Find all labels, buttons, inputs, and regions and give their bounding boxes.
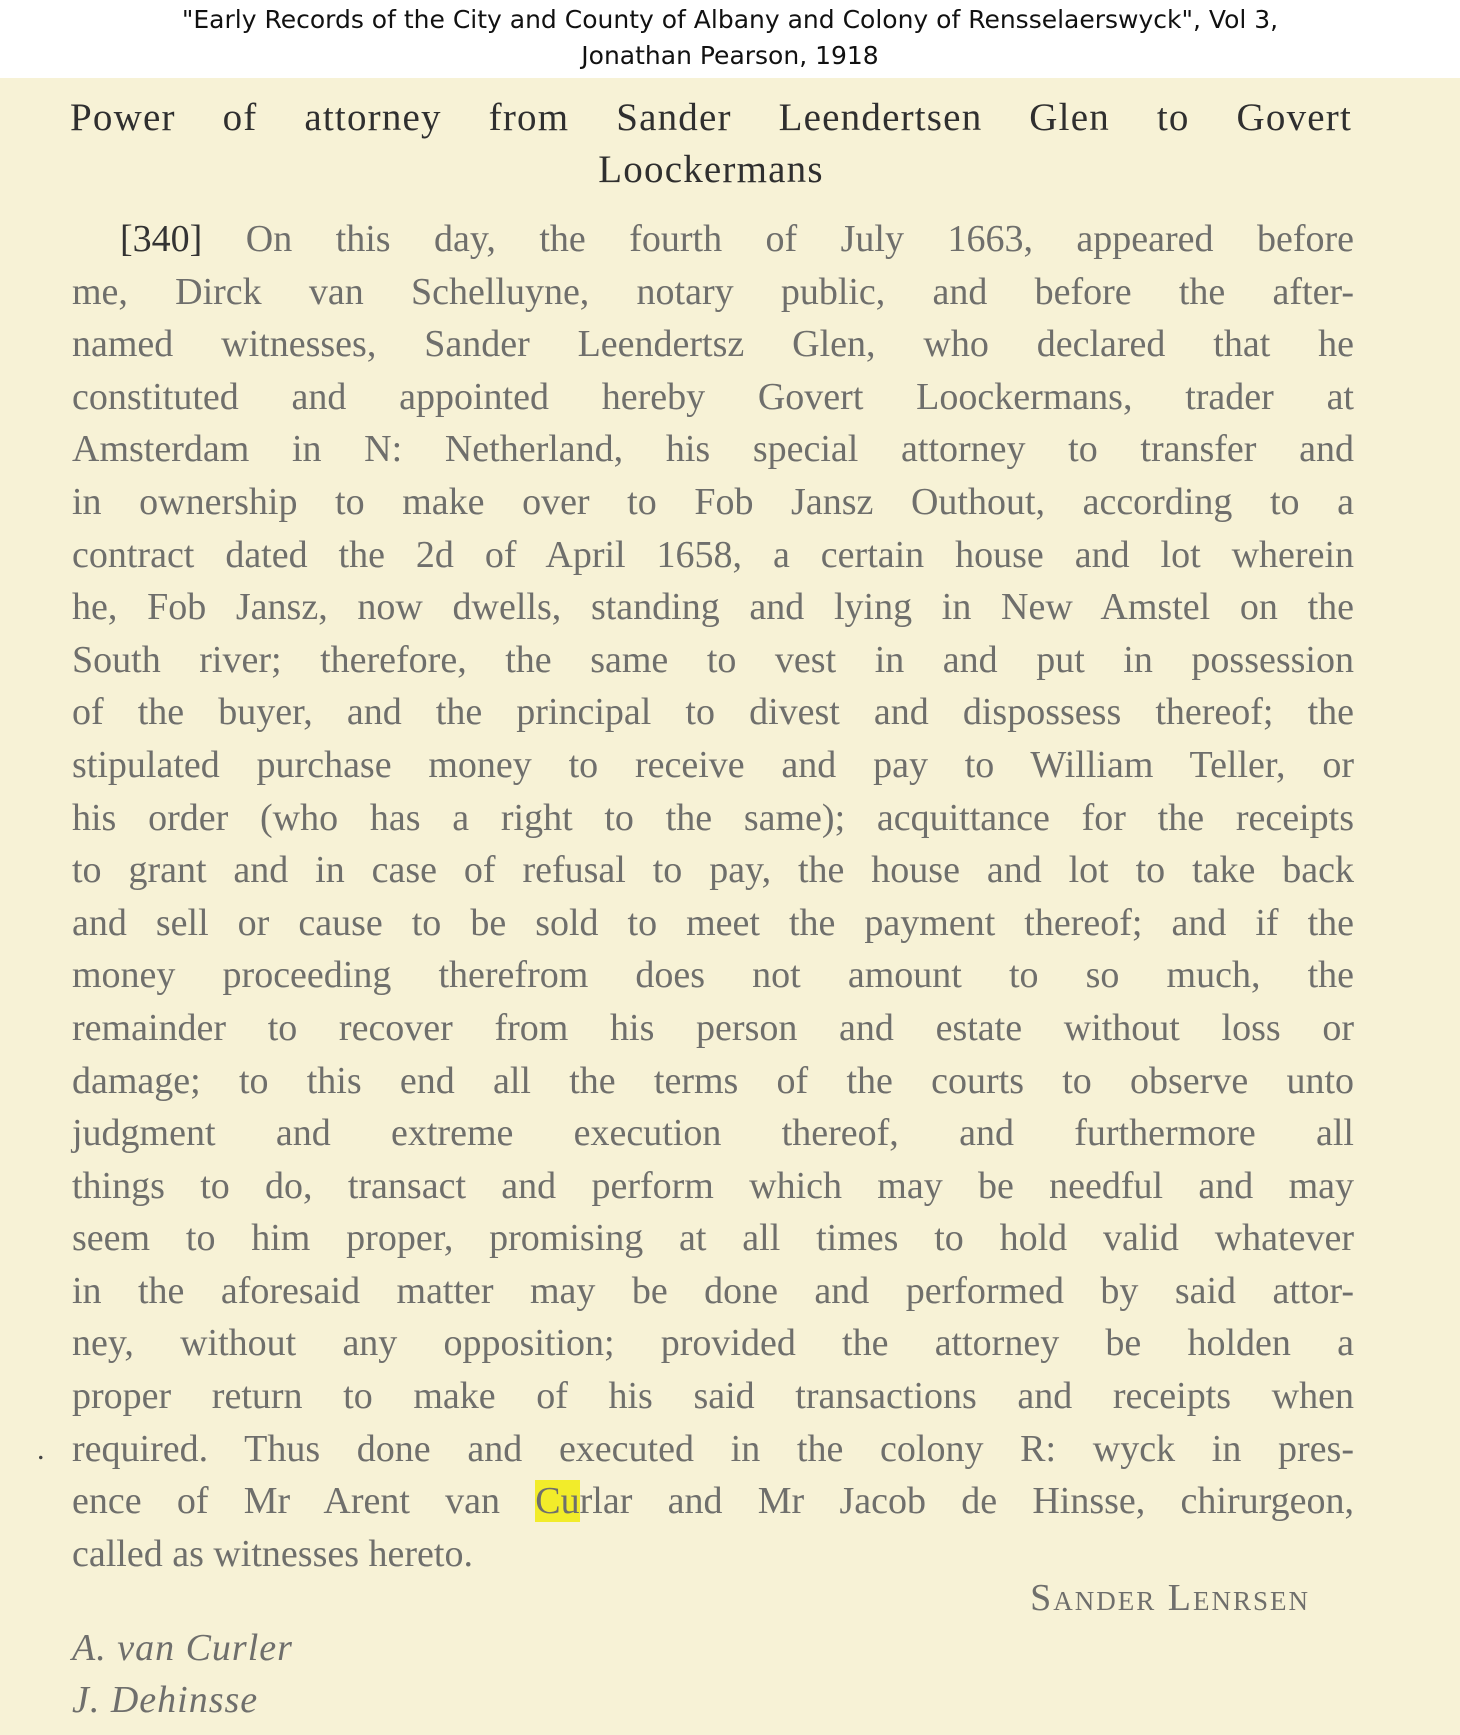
document-caption <box>0 0 1460 80</box>
caption-line-2: Jonathan Pearson, 1918 <box>581 41 879 70</box>
body-line: in the aforesaid matter may be done and performed by said attor- <box>72 1269 1354 1312</box>
body-line: me, Dirck van Schelluyne, notary public, and before the after- <box>72 270 1354 313</box>
page-title <box>70 92 1352 196</box>
body-line: and sell or cause to be sold to meet the payment thereof; and if the <box>72 901 1354 944</box>
page-reference: [340] <box>120 218 203 260</box>
body-line: contract dated the 2d of April 1658, a certain house and lot wherein <box>72 533 1354 576</box>
signature: Sander Lenrsen <box>1030 1577 1310 1619</box>
body-line: South river; therefore, the same to vest in and put in possession <box>72 638 1354 681</box>
body-line-highlight <box>72 1475 1354 1528</box>
body-line: damage; to this end all the terms of the courts to observe unto <box>72 1059 1354 1102</box>
body-line: remainder to recover from his person and estate without loss or <box>72 1006 1354 1049</box>
body-line <box>72 213 1354 266</box>
document-body <box>72 213 1354 1580</box>
body-line: of the buyer, and the principal to divest and dispossess thereof; the <box>72 691 1354 734</box>
body-line: ney, without any opposition; provided the attorney be holden a <box>72 1322 1354 1365</box>
margin-mark: . <box>37 1433 45 1466</box>
caption-line-1: "Early Records of the City and County of Albany and Colony of Rensselaerswyck", Vol 3, <box>181 5 1279 34</box>
body-line: constituted and appointed hereby Govert Loockermans, trader at <box>72 375 1354 418</box>
body-line: stipulated purchase money to receive and pay to William Teller, or <box>72 743 1354 786</box>
body-line: required. Thus done and executed in the colony R: wyck in pres- <box>72 1427 1354 1470</box>
scanned-page <box>0 78 1460 1735</box>
search-highlight: Cu <box>535 1480 580 1523</box>
title-line-1: Power of attorney from Sander Leendertsen Glen to Govert <box>70 96 1352 139</box>
body-line: proper return to make of his said transactions and receipts when <box>72 1375 1354 1418</box>
body-line: seem to him proper, promising at all times to hold valid whatever <box>72 1217 1354 1260</box>
body-line: things to do, transact and perform which may be needful and may <box>72 1164 1354 1207</box>
body-line-text: On this day, the fourth of July 1663, appeared before <box>245 218 1354 260</box>
body-line: Amsterdam in N: Netherland, his special attorney to transfer and <box>72 428 1354 471</box>
body-line: named witnesses, Sander Leendertsz Glen, who declared that he <box>72 323 1354 366</box>
text-before-highlight: ence of Mr Arent van <box>72 1480 536 1523</box>
body-line: money proceeding therefrom does not amount to so much, the <box>72 954 1354 997</box>
body-line: to grant and in case of refusal to pay, the house and lot to take back <box>72 849 1354 892</box>
witness-signature-2: J. Dehinsse <box>72 1679 259 1721</box>
body-line: he, Fob Jansz, now dwells, standing and lying in New Amstel on the <box>72 586 1354 629</box>
body-line-last: called as witnesses hereto. <box>72 1532 473 1575</box>
body-line: judgment and extreme execution thereof, and furthermore all <box>72 1112 1354 1155</box>
witness-signature-1: A. van Curler <box>72 1627 293 1669</box>
body-line: his order (who has a right to the same); acquittance for the receipts <box>72 796 1354 839</box>
text-after-highlight: rlar and Mr Jacob de Hinsse, chirurgeon, <box>579 1480 1354 1523</box>
body-line: in ownership to make over to Fob Jansz Outhout, according to a <box>72 480 1354 523</box>
title-line-2: Loockermans <box>598 148 824 191</box>
